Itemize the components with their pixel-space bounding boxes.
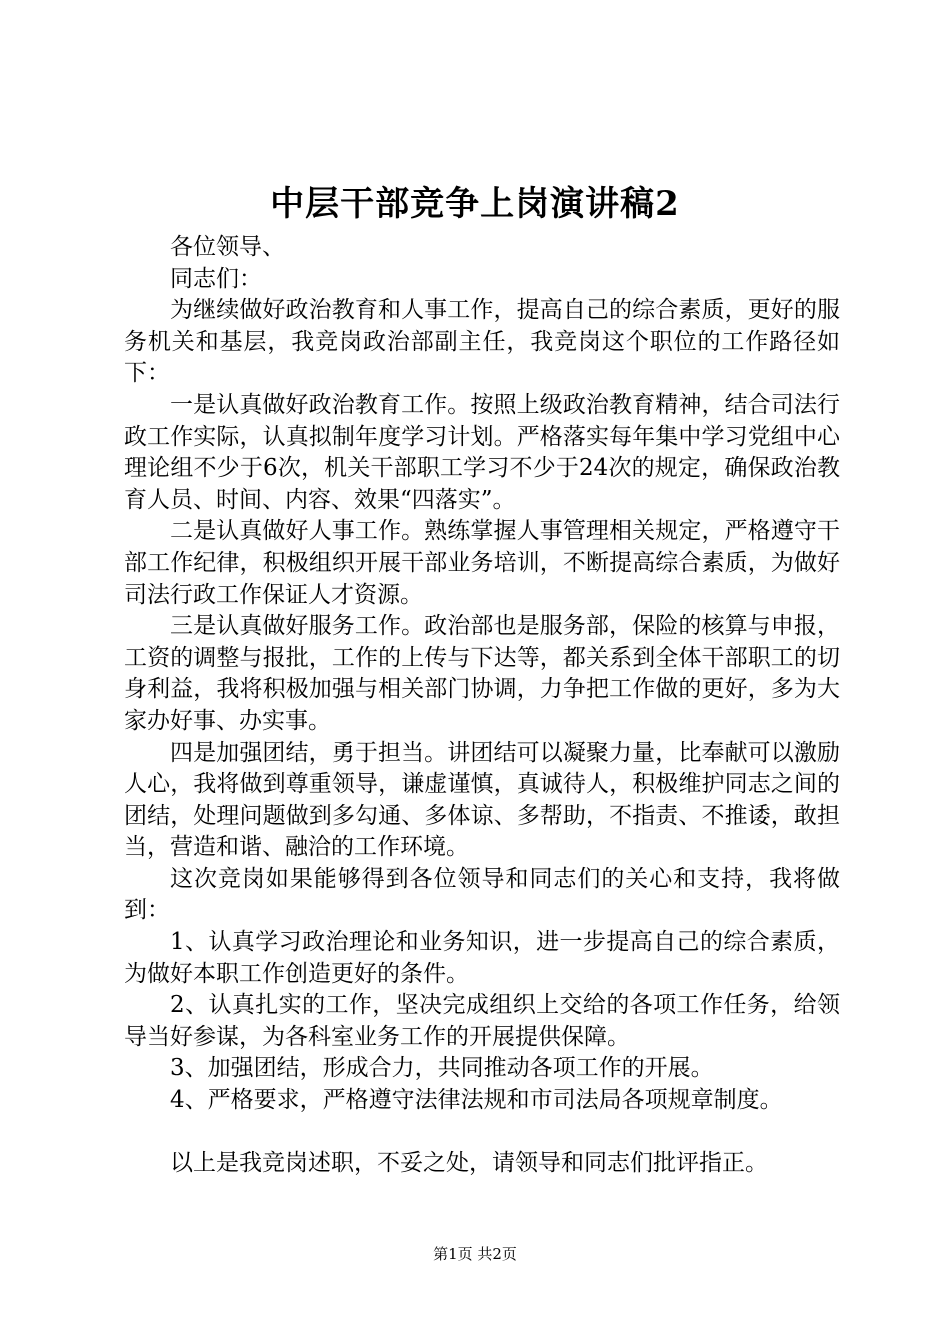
salutation-leaders: 各位领导、	[170, 234, 285, 260]
closing-paragraph: 以上是我竞岗述职，不妥之处，请领导和同志们批评指正。	[170, 1149, 768, 1176]
commitment-item-2: 2、认真扎实的工作，坚决完成组织上交给的各项工作任务，给领导当好参谋，为各科室业务工作的开展提供保障。	[124, 992, 840, 1050]
paragraph-unity: 四是加强团结，勇于担当。讲团结可以凝聚力量，比奉献可以激励人心，我将做到尊重领导，谦虚谨慎，真诚待人，积极维护同志之间的团结，处理问题做到多勾通、多体谅、多帮助，不指责、不推诿，敢担当，营造和谐、融洽的工作环境。	[124, 739, 840, 861]
commitment-item-4: 4、严格要求，严格遵守法律法规和市司法局各项规章制度。	[170, 1087, 783, 1114]
document-body	[124, 232, 840, 1179]
page-number-footer: 第1页 共2页	[433, 1245, 517, 1263]
salutation-comrades: 同志们：	[170, 265, 262, 292]
paragraph-service-work: 三是认真做好服务工作。政治部也是服务部，保险的核算与申报，工资的调整与报批，工作的上传与下达等，都关系到全体干部职工的切身利益，我将积极加强与相关部门协调，力争把工作做的更好，多为大家办好事、办实事。	[124, 613, 840, 734]
paragraph-political-education: 一是认真做好政治教育工作。按照上级政治教育精神，结合司法行政工作实际，认真拟制年度学习计划。严格落实每年集中学习党组中心理论组不少于6次，机关干部职工学习不少于24次的规定，确保政治教育人员、时间、内容、效果“四落实”。	[124, 391, 840, 513]
commitment-item-3: 3、加强团结，形成合力，共同推动各项工作的开展。	[170, 1055, 714, 1082]
commitment-item-1: 1、认真学习政治理论和业务知识，进一步提高自己的综合素质，为做好本职工作创造更好的条件。	[124, 929, 840, 987]
document-title: 中层干部竞争上岗演讲稿2	[270, 184, 680, 224]
paragraph-personnel-work: 二是认真做好人事工作。熟练掌握人事管理相关规定，严格遵守干部工作纪律，积极组织开展干部业务培训，不断提高综合素质，为做好司法行政工作保证人才资源。	[124, 518, 840, 608]
paragraph-intro: 为继续做好政治教育和人事工作，提高自己的综合素质，更好的服务机关和基层，我竞岗政治部副主任，我竞岗这个职位的工作路径如下：	[124, 297, 840, 387]
paragraph-commitment-intro: 这次竞岗如果能够得到各位领导和同志们的关心和支持，我将做到：	[124, 865, 840, 924]
